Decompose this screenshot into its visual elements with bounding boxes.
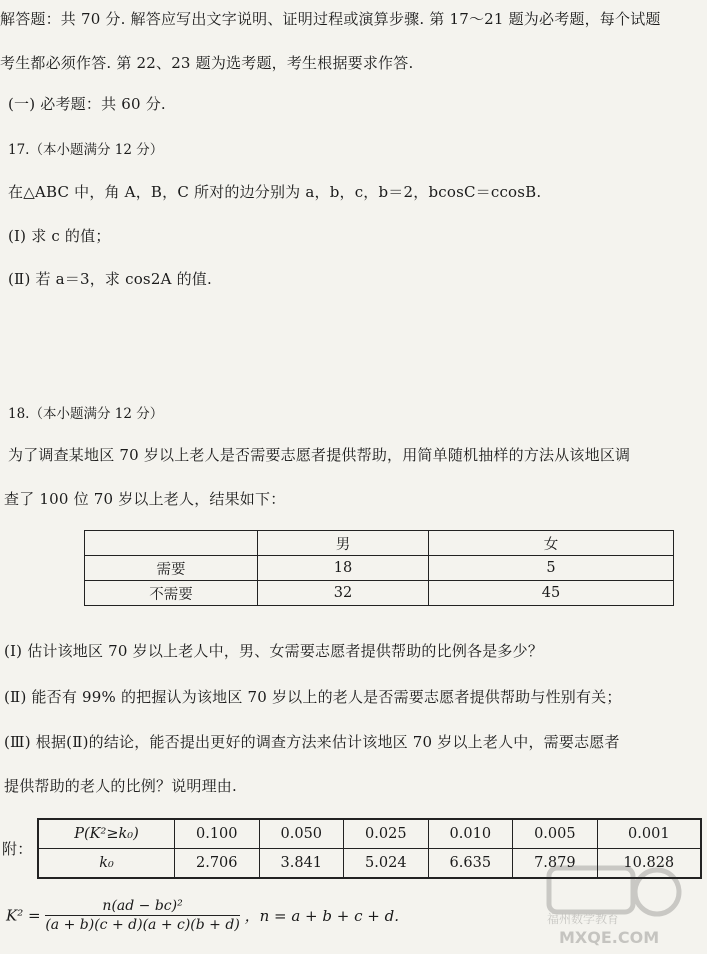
table-cell: 0.100 <box>175 819 260 849</box>
table-cell: 18 <box>258 556 429 581</box>
k-squared-formula <box>6 898 399 933</box>
q18-part-3-line-2: 提供帮助的老人的比例？说明理由. <box>4 777 237 795</box>
table-cell: 0.025 <box>344 819 429 849</box>
table-cell: 0.005 <box>513 819 598 849</box>
formula-lhs: K² = <box>6 906 41 925</box>
appendix-label: 附： <box>2 840 33 858</box>
q17-part-2: (Ⅱ) 若 a＝3，求 cos2A 的值. <box>8 270 212 288</box>
table-row-label: 不需要 <box>85 581 258 606</box>
table-row-label: P(K²≥k₀) <box>38 819 175 849</box>
section-heading: (一) 必考题：共 60 分. <box>8 95 166 113</box>
table-row-label: 需要 <box>85 556 258 581</box>
formula-fraction <box>45 898 239 933</box>
table-cell <box>85 531 258 556</box>
table-cell: 2.706 <box>175 849 260 879</box>
q18-part-2: (Ⅱ) 能否有 99% 的把握认为该地区 70 岁以上的老人是否需要志愿者提供帮助与性别有关； <box>4 688 622 706</box>
table-header-male: 男 <box>258 531 429 556</box>
q17-part-1: (Ⅰ) 求 c 的值； <box>8 227 111 245</box>
q17-header: 17.（本小题满分 12 分） <box>8 142 164 158</box>
table-row-label: k₀ <box>38 849 175 879</box>
table-header-female: 女 <box>429 531 674 556</box>
table-cell: 5 <box>429 556 674 581</box>
table-cell: 5.024 <box>344 849 429 879</box>
watermark <box>529 858 689 950</box>
table-cell: 3.841 <box>259 849 344 879</box>
formula-denominator: (a + b)(c + d)(a + c)(b + d) <box>45 917 240 933</box>
table-cell: 0.050 <box>259 819 344 849</box>
table-cell: 0.010 <box>428 819 513 849</box>
q17-stem: 在△ABC 中，角 A，B，C 所对的边分别为 a，b，c，b＝2，bcosC＝ccosB. <box>8 183 542 201</box>
intro-line-1: 解答题：共 70 分. 解答应写出文字说明、证明过程或演算步骤. 第 17～21 题为必考题，每个试题 <box>0 10 661 28</box>
q18-stem-line-1: 为了调查某地区 70 岁以上老人是否需要志愿者提供帮助，用简单随机抽样的方法从该地区调 <box>8 446 631 464</box>
table-cell: 6.635 <box>428 849 513 879</box>
survey-table <box>84 530 674 606</box>
formula-tail: ，n = a + b + c + d. <box>244 907 399 925</box>
formula-numerator: n(ad − bc)² <box>45 898 239 916</box>
table-cell: 10.828 <box>597 849 701 879</box>
intro-line-2: 考生都必须作答. 第 22、23 题为选考题，考生根据要求作答. <box>0 54 414 72</box>
q18-part-1: (Ⅰ) 估计该地区 70 岁以上老人中，男、女需要志愿者提供帮助的比例各是多少？ <box>4 642 544 660</box>
table-cell: 7.879 <box>513 849 598 879</box>
table-cell: 0.001 <box>597 819 701 849</box>
table-cell: 45 <box>429 581 674 606</box>
watermark-account: 福州数学教育 <box>547 912 620 926</box>
q18-stem-line-2: 查了 100 位 70 岁以上老人，结果如下： <box>4 490 286 508</box>
table-row <box>85 556 674 581</box>
q18-header: 18.（本小题满分 12 分） <box>8 406 164 422</box>
table-cell: 32 <box>258 581 429 606</box>
table-row <box>85 581 674 606</box>
q18-part-3-line-1: (Ⅲ) 根据(Ⅱ)的结论，能否提出更好的调查方法来估计该地区 70 岁以上老人中，需要志愿者 <box>4 733 620 751</box>
table-row <box>38 819 701 849</box>
table-row <box>85 531 674 556</box>
watermark-site: MXQE.COM <box>559 928 660 947</box>
